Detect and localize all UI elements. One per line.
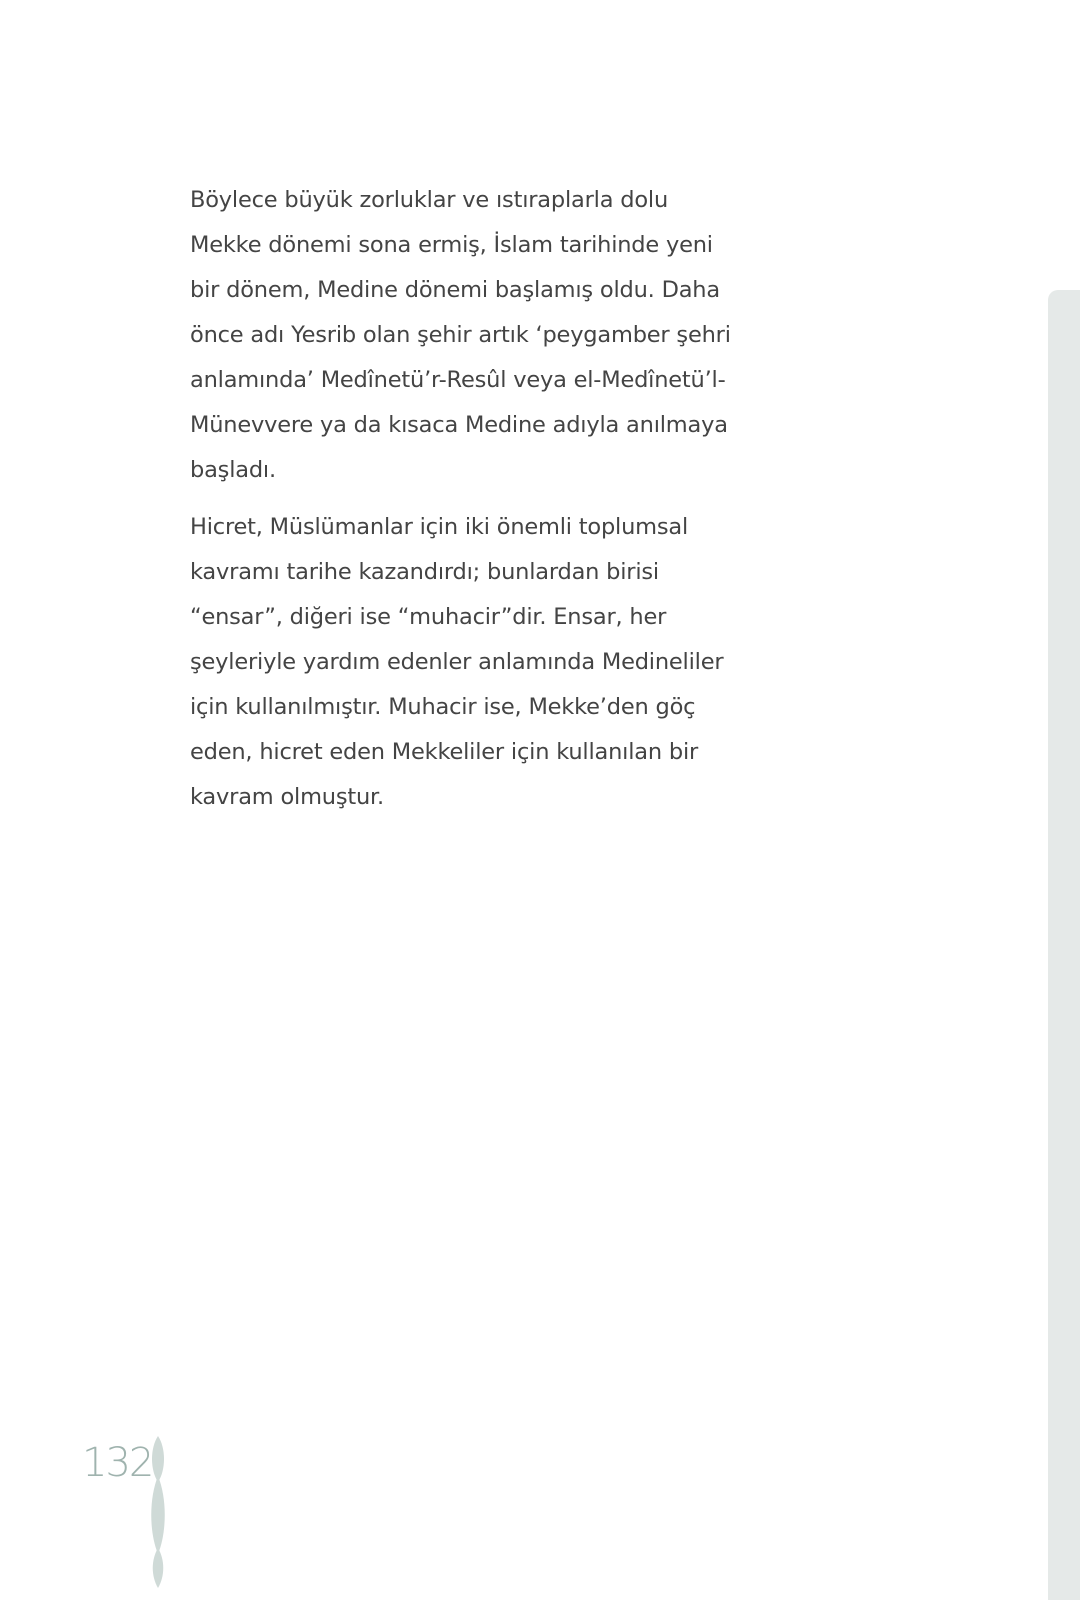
- paragraph-line: “ensar”, diğeri ise “muhacir”dir. Ensar, her: [190, 604, 667, 630]
- page-number: 132: [82, 1440, 153, 1486]
- paragraph-line: kavram olmuştur.: [190, 784, 384, 810]
- paragraph-line: başladı.: [190, 457, 276, 483]
- text-block: [190, 178, 750, 820]
- paragraph-line: Münevvere ya da kısaca Medine adıyla anılmaya: [190, 412, 728, 438]
- paragraph-2: [190, 505, 750, 820]
- paragraph-line: anlamında’ Medînetü’r-Resûl veya el-Medînetü’l-: [190, 367, 726, 393]
- paragraph-1: [190, 178, 750, 493]
- paragraph-line: Mekke dönemi sona ermiş, İslam tarihinde yeni: [190, 232, 713, 258]
- paragraph-line: Böylece büyük zorluklar ve ıstıraplarla dolu: [190, 187, 669, 213]
- paragraph-line: eden, hicret eden Mekkeliler için kullanılan bir: [190, 739, 699, 765]
- paragraph-line: Hicret, Müslümanlar için iki önemli toplumsal: [190, 514, 689, 540]
- paragraph-line: kavramı tarihe kazandırdı; bunlardan birisi: [190, 559, 659, 585]
- paragraph-line: önce adı Yesrib olan şehir artık ‘peygamber şehri: [190, 322, 731, 348]
- paragraph-line: bir dönem, Medine dönemi başlamış oldu. Daha: [190, 277, 720, 303]
- leaf-ornament-icon: [148, 1436, 168, 1588]
- paragraph-line: için kullanılmıştır. Muhacir ise, Mekke’den göç: [190, 694, 696, 720]
- side-tab: [1048, 290, 1080, 1600]
- paragraph-line: şeyleriyle yardım edenler anlamında Medineliler: [190, 649, 724, 675]
